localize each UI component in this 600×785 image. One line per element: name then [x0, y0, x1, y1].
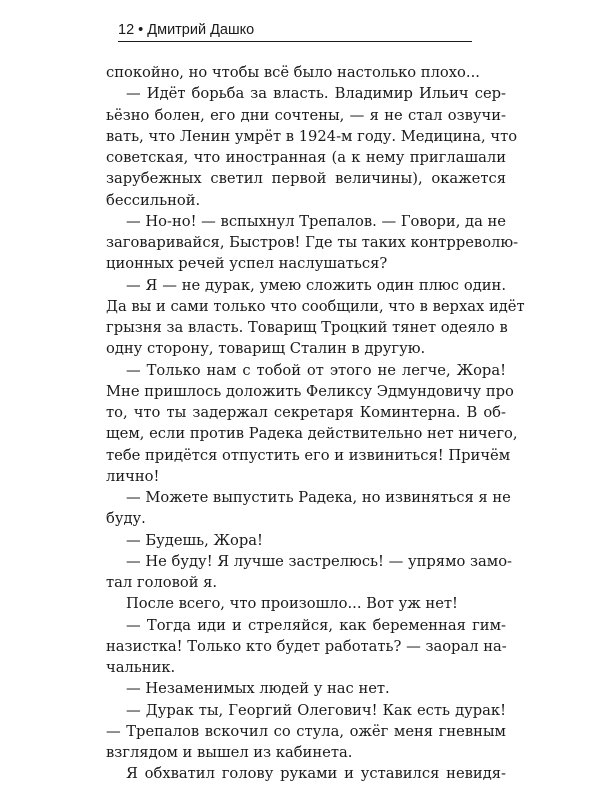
- text-line: — Не буду! Я лучше застрелюсь! — упрямо замо-: [126, 552, 513, 570]
- text-line: тебе придётся отпустить его и извиниться! Причём: [106, 446, 511, 464]
- text-line: грызня за власть. Товарищ Троцкий тянет одеяло в: [106, 319, 508, 336]
- text-line: После всего, что произошло... Вот уж нет!: [126, 595, 458, 613]
- text-line: одну сторону, товарищ Сталин в другую.: [106, 340, 426, 358]
- text-line: — Незаменимых людей у нас нет.: [126, 680, 390, 698]
- text-line: лично!: [106, 467, 160, 485]
- running-head: [118, 22, 254, 38]
- text-line: ьёзно болен, его дни сочтены, — я не стал озвучи-: [106, 106, 506, 124]
- text-line: то, что ты задержал секретаря Коминтерна. В об-: [106, 404, 506, 421]
- text-line: — Можете выпустить Радека, но извиняться я не: [126, 489, 511, 506]
- text-line: — Дурак ты, Георгий Олегович! Как есть дурак!: [126, 701, 506, 719]
- text-line: — Тогда иди и стреляйся, как беременная гим-: [126, 616, 506, 634]
- body-text: [106, 62, 525, 785]
- header-rule: [118, 41, 472, 42]
- text-line: — Будешь, Жора!: [126, 531, 263, 549]
- text-line: тал головой я.: [106, 574, 218, 591]
- text-line: Да вы и сами только что сообщили, что в верхах идёт: [106, 297, 525, 315]
- text-line: — Идёт борьба за власть. Владимир Ильич сер-: [126, 85, 506, 103]
- text-line: ционных речей успел наслушаться?: [106, 255, 388, 273]
- text-line: зарубежных светил первой величины), окажется: [106, 170, 506, 188]
- text-line: назистка! Только кто будет работать? — заорал на-: [106, 637, 507, 655]
- author-name: Дмитрий Дашко: [147, 22, 255, 38]
- text-line: советская, что иностранная (а к нему приглашали: [106, 149, 506, 166]
- text-line: вать, что Ленин умрёт в 1924-м году. Медицина, что: [106, 127, 518, 145]
- text-line: взглядом и вышел из кабинета.: [106, 744, 353, 761]
- text-line: чальник.: [106, 659, 176, 676]
- header-separator: •: [138, 22, 144, 38]
- text-line: бессильной.: [106, 191, 201, 209]
- page-number: 12: [118, 22, 135, 38]
- text-line: Мне пришлось доложить Феликсу Эдмундовичу про: [106, 382, 514, 400]
- text-line: — Только нам с тобой от этого не легче, Жора!: [126, 361, 506, 379]
- text-line: Я обхватил голову руками и уставился невидя-: [126, 765, 506, 783]
- text-line: спокойно, но чтобы всё было настолько плохо...: [106, 64, 480, 81]
- text-line: заговаривайся, Быстров! Где ты таких контрреволю-: [106, 234, 519, 251]
- text-line: — Но-но! — вспыхнул Трепалов. — Говори, да не: [126, 212, 506, 230]
- text-line: — Трепалов вскочил со стула, ожёг меня гневным: [106, 722, 506, 740]
- text-line: буду.: [106, 510, 146, 528]
- text-line: щем, если против Радека действительно нет ничего,: [106, 425, 518, 443]
- text-line: — Я — не дурак, умею сложить один плюс один.: [126, 276, 506, 294]
